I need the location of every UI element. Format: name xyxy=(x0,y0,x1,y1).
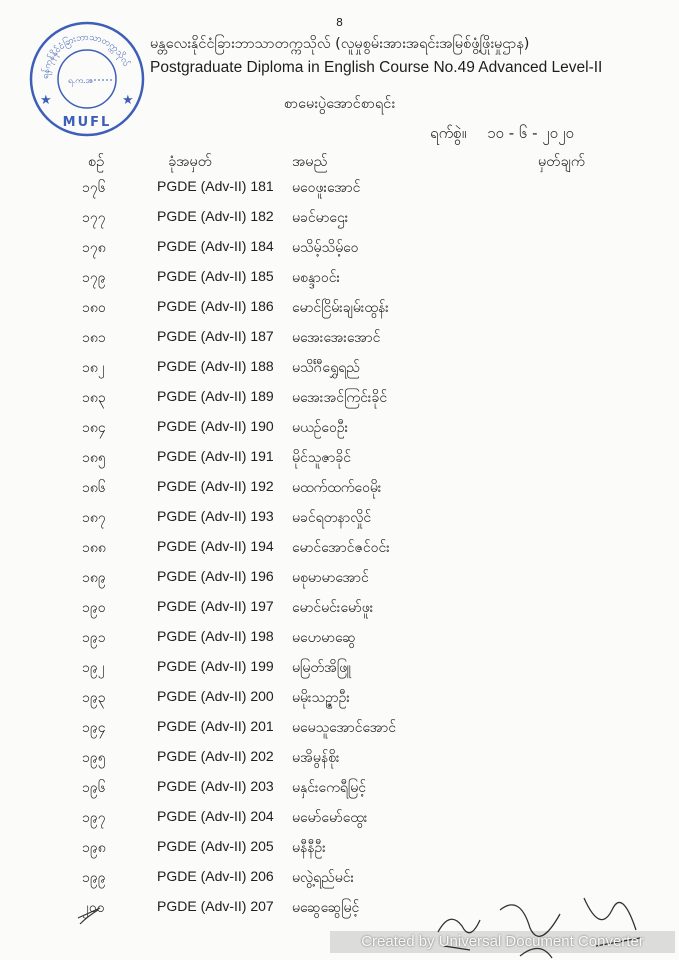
svg-text:ရန်ကုန်နိုင်ငံခြားဘာသာတက္ကသိုလ xyxy=(40,32,131,79)
table-row xyxy=(0,350,679,380)
roll-number: PGDE (Adv-II) 196 xyxy=(157,568,274,584)
column-header-remark: မှတ်ချက် xyxy=(538,154,586,170)
serial-number: ၁၈၂ xyxy=(82,360,105,376)
serial-number: ၁၉၀ xyxy=(82,600,106,616)
table-row xyxy=(0,470,679,500)
date-value: ၁၀ - ၆ - ၂၀၂၀ xyxy=(487,124,574,142)
table-row xyxy=(0,710,679,740)
serial-number: ၁၇၇ xyxy=(82,210,106,226)
table-row xyxy=(0,230,679,260)
serial-number: ၁၉၈ xyxy=(82,840,106,856)
roll-number: PGDE (Adv-II) 181 xyxy=(157,178,274,194)
student-name: မိုင်သူဇာခိုင် xyxy=(292,450,352,466)
student-name: မမြတ်အိဖြူ xyxy=(292,660,352,676)
roll-number: PGDE (Adv-II) 201 xyxy=(157,718,274,734)
course-title: Postgraduate Diploma in English Course No.49 Advanced Level-II xyxy=(150,59,603,76)
roll-number: PGDE (Adv-II) 199 xyxy=(157,658,274,674)
seal-center-text: ရ.က.အ xyxy=(68,76,93,85)
student-name: မထက်ထက်ဝေမိုး xyxy=(292,480,382,496)
serial-number: ၁၉၄ xyxy=(82,720,106,736)
student-name: မအေးအေးအောင် xyxy=(292,330,381,346)
roll-number: PGDE (Adv-II) 198 xyxy=(157,628,274,644)
student-name: မခင်ရတနာလှိုင် xyxy=(292,510,372,526)
serial-number: ၁၉၃ xyxy=(82,690,106,706)
serial-number: ၁၇၆ xyxy=(82,180,106,196)
student-name: မလွဲ့ရည်မင်း xyxy=(292,870,355,886)
table-row xyxy=(0,740,679,770)
table-row xyxy=(0,440,679,470)
student-name: မနှင်းကေရီမြင့် xyxy=(292,780,367,796)
table-row xyxy=(0,770,679,800)
serial-number: ၁၈၈ xyxy=(82,540,106,556)
roll-number: PGDE (Adv-II) 205 xyxy=(157,838,274,854)
table-row xyxy=(0,290,679,320)
table-row xyxy=(0,200,679,230)
table-row xyxy=(0,800,679,830)
roll-number: PGDE (Adv-II) 185 xyxy=(157,268,274,284)
column-header-name: အမည် xyxy=(292,154,328,170)
student-name: မစန္ဒာဝင်း xyxy=(292,270,341,286)
roll-number: PGDE (Adv-II) 190 xyxy=(157,418,274,434)
svg-text:★: ★ xyxy=(122,93,134,108)
roll-number: PGDE (Adv-II) 197 xyxy=(157,598,274,614)
table-row xyxy=(0,530,679,560)
student-name: မစုမာမာအောင် xyxy=(292,570,369,586)
table-row xyxy=(0,650,679,680)
table-row xyxy=(0,830,679,860)
table-row xyxy=(0,380,679,410)
roll-number: PGDE (Adv-II) 184 xyxy=(157,238,274,254)
student-name: မအေးအင်ကြင်းခိုင် xyxy=(292,390,388,406)
roll-number: PGDE (Adv-II) 192 xyxy=(157,478,274,494)
student-name: မနီနီဦး xyxy=(292,840,326,856)
roll-number: PGDE (Adv-II) 189 xyxy=(157,388,274,404)
roll-number: PGDE (Adv-II) 191 xyxy=(157,448,274,464)
table-row xyxy=(0,620,679,650)
university-seal-icon xyxy=(28,20,146,138)
serial-number: ၁၉၇ xyxy=(82,810,106,826)
roll-number: PGDE (Adv-II) 204 xyxy=(157,808,274,824)
student-name: မသိမ့်သိမ့်ဝေ xyxy=(292,240,359,256)
roll-number: PGDE (Adv-II) 193 xyxy=(157,508,274,524)
page-number: 8 xyxy=(336,16,343,29)
roll-number: PGDE (Adv-II) 194 xyxy=(157,538,274,554)
roll-number: PGDE (Adv-II) 186 xyxy=(157,298,274,314)
serial-number: ၁၉၉ xyxy=(82,870,106,886)
table-row xyxy=(0,560,679,590)
roll-number: PGDE (Adv-II) 182 xyxy=(157,208,274,224)
student-name: မောင်အောင်ဇင်ဝင်း xyxy=(292,540,390,556)
column-header-roll: ခုံအမှတ် xyxy=(168,154,212,170)
serial-number: ၁၉၁ xyxy=(82,630,106,646)
serial-number: ၁၉၅ xyxy=(82,750,106,766)
student-name: မမော်မော်ထွေး xyxy=(292,810,368,826)
roll-number: PGDE (Adv-II) 202 xyxy=(157,748,274,764)
student-name: မအိမွန်စိုး xyxy=(292,750,340,766)
serial-number: ၁၇၉ xyxy=(82,270,106,286)
serial-number: ၁၈၉ xyxy=(82,570,106,586)
student-name: မယဉ်ဝေဦး xyxy=(292,420,349,436)
table-row xyxy=(0,320,679,350)
table-row xyxy=(0,410,679,440)
seal-top-text: ရန်ကုန်နိုင်ငံခြားဘာသာတက္ကသိုလ် xyxy=(40,32,131,80)
serial-number: ၂၀၀ xyxy=(82,900,105,916)
serial-number: ၁၈၃ xyxy=(82,390,106,406)
student-name: မခင်မာဌေး xyxy=(292,210,349,226)
converter-watermark: Created by Universal Document Converter xyxy=(330,931,675,953)
date-row xyxy=(430,124,590,146)
serial-number: ၁၈၁ xyxy=(82,330,106,346)
serial-number: ၁၇၈ xyxy=(82,240,106,256)
student-name: မောင်မင်းမော်ဖူး xyxy=(292,600,374,616)
roll-number: PGDE (Adv-II) 207 xyxy=(157,898,274,914)
roll-number: PGDE (Adv-II) 187 xyxy=(157,328,274,344)
student-name: မောင်ငြိမ်းချမ်းထွန်း xyxy=(292,300,389,316)
list-title: စာမေးပွဲအောင်စာရင်း xyxy=(283,96,395,112)
table-row xyxy=(0,590,679,620)
student-name: မဟေမာဆွေ xyxy=(292,630,356,646)
date-label: ရက်စွဲ။ xyxy=(430,124,467,142)
table-row xyxy=(0,500,679,530)
serial-number: ၁၈၄ xyxy=(82,420,106,436)
student-name: မမေသူအောင်အောင် xyxy=(292,720,396,736)
serial-number: ၁၉၂ xyxy=(82,660,105,676)
roll-number: PGDE (Adv-II) 203 xyxy=(157,778,274,794)
student-name: မဝေဖူးအောင် xyxy=(292,180,361,196)
seal-bottom-text: MUFL xyxy=(62,115,112,130)
results-table xyxy=(0,170,679,920)
serial-number: ၁၈၅ xyxy=(82,450,106,466)
column-header-no: စဉ် xyxy=(88,154,105,170)
serial-number: ၁၉၆ xyxy=(82,780,106,796)
svg-text:★: ★ xyxy=(40,93,52,108)
serial-number: ၁၈၀ xyxy=(82,300,106,316)
roll-number: PGDE (Adv-II) 206 xyxy=(157,868,274,884)
table-row xyxy=(0,680,679,710)
myanmar-header-title: မန္တလေးနိုင်ငံခြားဘာသာတက္ကသိုလ် (လူမှုစွမ်းအားအရင်းအမြစ်ဖွံ့ဖြိုးမှုဌာန) xyxy=(150,36,530,52)
table-row xyxy=(0,260,679,290)
roll-number: PGDE (Adv-II) 188 xyxy=(157,358,274,374)
student-name: မသိင်္ဂီရွှေရည် xyxy=(292,360,360,376)
serial-number: ၁၈၆ xyxy=(82,480,106,496)
roll-number: PGDE (Adv-II) 200 xyxy=(157,688,274,704)
table-row xyxy=(0,170,679,200)
student-name: မဆွေဆွေမြင့် xyxy=(292,900,360,916)
student-name: မမိုးသဉ္ဇာဦး xyxy=(292,690,350,706)
serial-number: ၁၈၇ xyxy=(82,510,106,526)
